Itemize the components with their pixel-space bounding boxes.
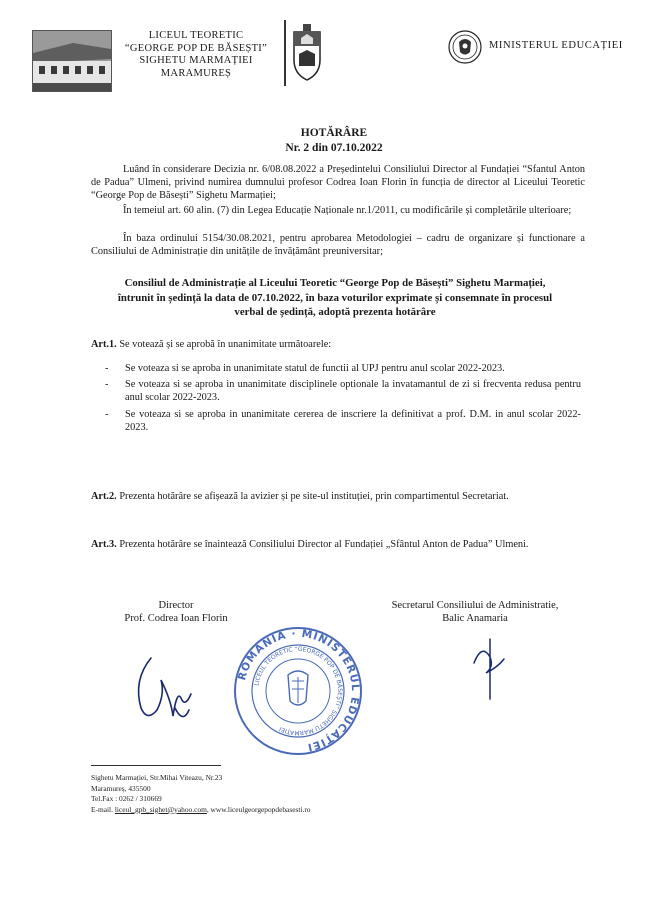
article-3-label: Art.3. [91,539,117,550]
school-name-line-3: SIGHETU MARMAȚIEI [139,55,253,66]
article-2 [91,490,585,503]
school-name-line-1: LICEUL TEORETIC [148,30,244,41]
footer-county: Maramureș, 435500 [91,783,151,793]
ministry-seal-icon [448,30,482,64]
footer-website[interactable]: , www.liceulgeorgepopdebasesti.ro [206,804,311,814]
school-name-line-2: “GEORGE POP DE BĂSEȘTI” [124,42,268,54]
list-item: - Se voteaza si se aproba in unanimitate disciplinele optionale la invatamantul de zi si frecventa redusa pentru anul scolar 2022-2023. [95,378,581,404]
article-3-text: Prezenta hotărâre se înaintează Consiliului Director al Fundației „Sfântul Anton de Padua” Ulmeni. [119,539,529,550]
article-3 [91,538,585,551]
list-item: - Se voteaza si se aproba in unanimitate statul de functii al UPJ pentru anul scolar 2022-2023. [95,362,581,375]
article-1 [91,338,585,351]
consideration-paragraph-1: Luând în considerare Decizia nr. 6/08.08.2022 a Președintelui Consiliului Director al Fundației “Sfantul Anton de Padua” Ulmeni, privind numirea dumnului profesor Codrea Ioan Florin în funcția de director al Liceului Teoretic “George Pop de Băsești” Sighetu Marmației; [91,164,585,202]
county-crest-icon [289,22,325,84]
stamp-inner-text: LICEUL TEORETIC “GEORGE POP DE BĂSEȘTI” SIGHETU MARMAȚIEI [253,645,344,737]
school-building-photo [32,30,112,92]
article-1-text: Se votează și se aprobă în unanimitate următoarele: [119,339,332,350]
director-signature-icon [131,650,201,730]
document-title: HOTĂRÂRE [300,127,368,139]
consideration-paragraph-3: În baza ordinului 5154/30.08.2021, pentru aprobarea Metodologiei – cadru de organizare și functionare a Consiliului de Administrație din unitățile de învățământ preuniversitar; [91,233,585,258]
footer-divider [91,765,221,766]
footer-email-line [91,805,310,816]
footer-address: Sighetu Marmației, Str.Mihai Viteazu, Nr.23 [91,773,223,782]
secretary-name: Balic Anamaria [442,613,508,624]
footer-email-label: E-mail. [91,804,113,814]
official-stamp-icon [232,625,364,757]
director-signature-block [96,599,256,625]
article-1-label: Art.1. [91,339,117,350]
ministry-name: MINISTERUL EDUCAȚIEI [489,40,623,51]
secretary-role: Secretarul Consiliului de Administratie, [391,600,559,611]
article-2-label: Art.2. [91,491,117,502]
header-divider [284,20,286,86]
resolution-paragraph: Consiliul de Administrație al Liceului Teoretic “George Pop de Băsești” Sighetu Marmației, întrunit în ședință la data de 07.10.2022, în baza voturilor exprimate și consemnate în procesul verbal de ședință, adoptă prezenta hotărâre [117,277,553,318]
article-2-text: Prezenta hotărâre se afișează la avizier și pe site-ul instituției, prin compartimentul Secretariat. [119,491,509,502]
director-name: Prof. Codrea Ioan Florin [124,613,228,624]
footer-contact [91,773,310,815]
footer-phone: Tel.Fax : 0262 / 310669 [91,794,162,804]
consideration-paragraph-2: În temeiul art. 60 alin. (7) din Legea Educație Naționale nr.1/2011, cu modificările și completările ulterioare; [123,205,572,216]
footer-email-link[interactable]: liceul_gpb_sighet@yahoo.com [114,804,207,814]
document-number: Nr. 2 din 07.10.2022 [285,142,383,154]
director-role: Director [158,600,194,611]
list-item: - Se voteaza si se aproba in unanimitate cererea de inscriere la definitivat a prof. D.M. in anul scolar 2022-2023. [95,408,581,434]
secretary-signature-icon [468,633,508,703]
school-name [116,30,276,80]
stamp-outer-text: ROMÂNIA · MINISTERUL EDUCAȚIEI [236,627,362,754]
secretary-signature-block [360,599,590,625]
article-1-items [95,362,581,437]
school-name-line-4: MARAMUREȘ [160,67,232,79]
